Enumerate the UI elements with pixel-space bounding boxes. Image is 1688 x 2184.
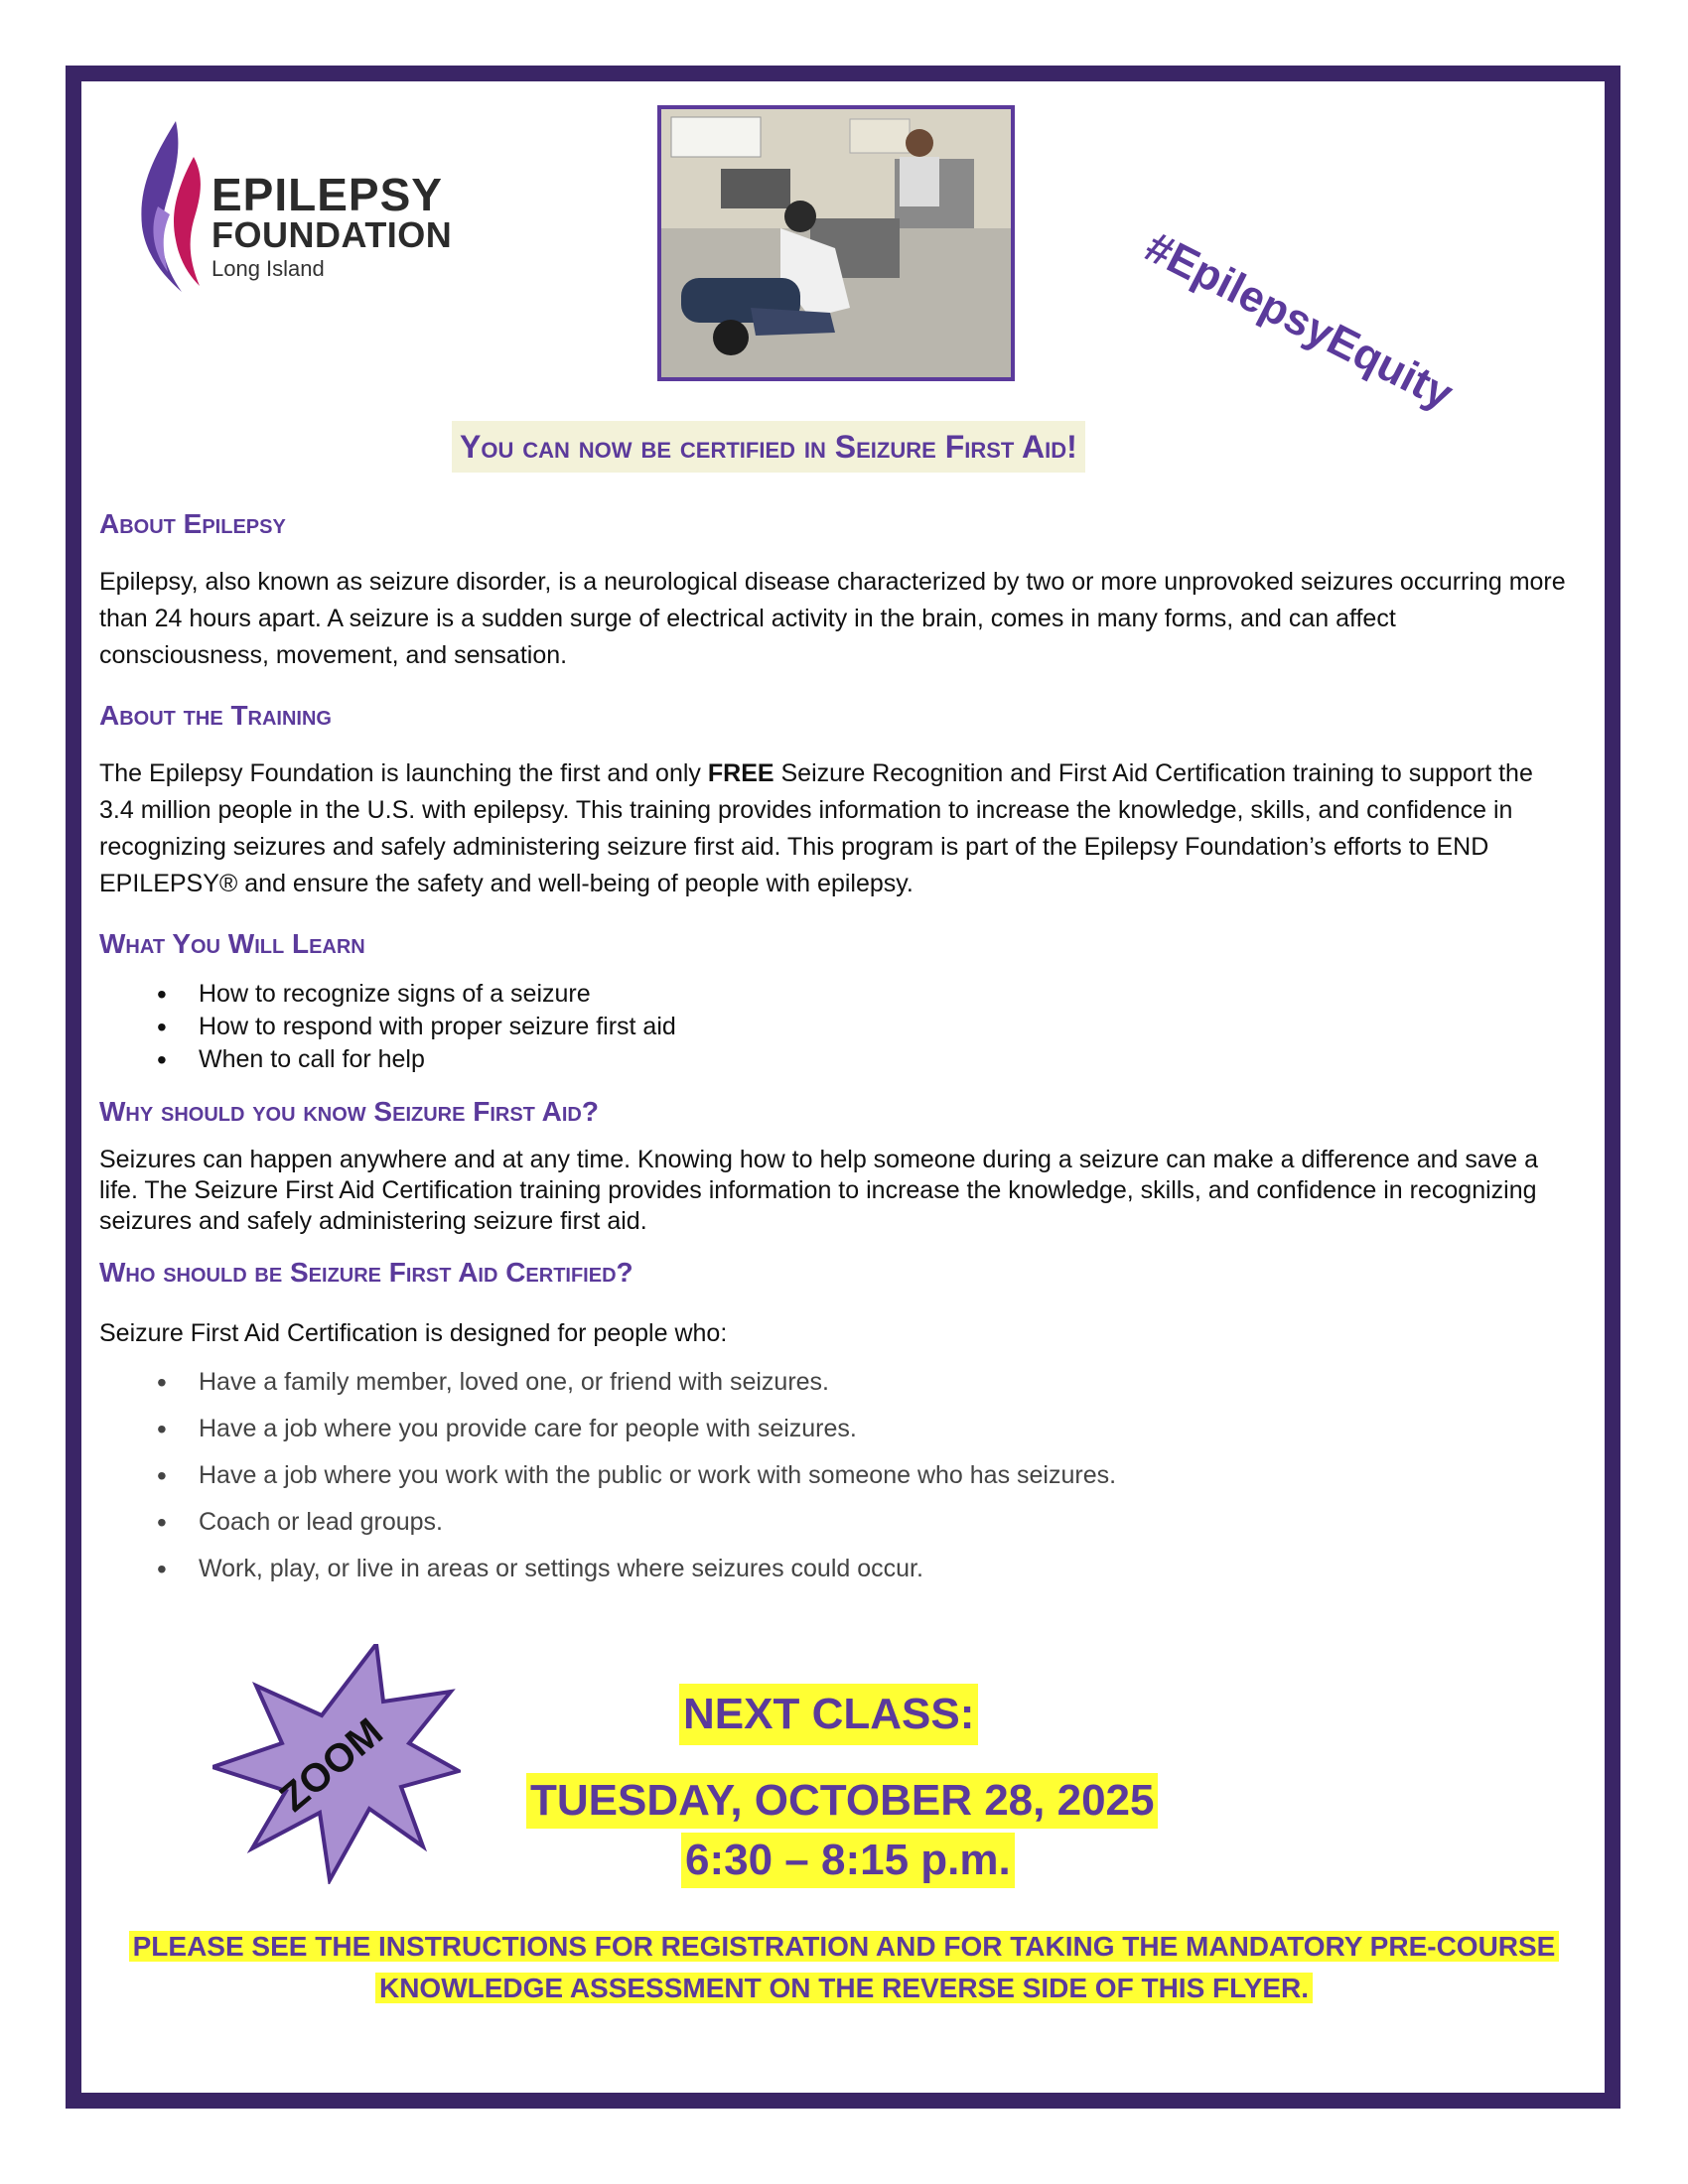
logo-line-1: EPILEPSY xyxy=(211,169,443,220)
foundation-logo xyxy=(124,117,501,296)
notice-line-2-text: KNOWLEDGE ASSESSMENT ON THE REVERSE SIDE OF THIS FLYER. xyxy=(375,1973,1313,2003)
list-item: • How to recognize signs of a seizure xyxy=(199,978,676,1011)
about-epilepsy-text: Epilepsy, also known as seizure disorder, is a neurological disease characterized by two or more unprovoked seizures occurring more than 24 hours apart. A seizure is a sudden surge of electrical activity in the brain, comes in many forms, and can affect consciousness, movement, and sensation. xyxy=(99,568,1566,669)
about-epilepsy-heading: About Epilepsy xyxy=(99,508,286,539)
notice-line-1-text: PLEASE SEE THE INSTRUCTIONS FOR REGISTRATION AND FOR TAKING THE MANDATORY PRE-COURSE xyxy=(129,1931,1560,1962)
classroom-photo-illustration xyxy=(661,109,1011,377)
zoom-starburst-badge xyxy=(212,1644,461,1884)
class-time: 6:30 – 8:15 p.m. xyxy=(681,1833,1015,1888)
logo-line-2: FOUNDATION xyxy=(211,214,453,255)
who-heading: Who should be Seizure First Aid Certified? xyxy=(99,1257,633,1288)
list-item: • How to respond with proper seizure first aid xyxy=(199,1011,676,1043)
training-text-start: The Epilepsy Foundation is launching the first and only xyxy=(99,759,708,787)
logo-line-3: Long Island xyxy=(211,256,325,281)
list-item: • Coach or lead groups. xyxy=(199,1499,1116,1546)
learn-heading: What You Will Learn xyxy=(99,928,365,959)
flame-ribbon-icon xyxy=(124,117,213,296)
list-item: • When to call for help xyxy=(199,1043,676,1076)
zoom-label: ZOOM xyxy=(271,1709,391,1821)
why-text: Seizures can happen anywhere and at any time. Knowing how to help someone during a seizure can make a difference and save a life. The Seizure First Aid Certification training provides information to increase the knowledge, skills, and confidence in recognizing seizures and safely administering seizure first aid. xyxy=(99,1146,1539,1235)
learn-list xyxy=(99,978,676,1076)
training-text-end: Seizure Recognition and First Aid Certification training to support the 3.4 million people in the U.S. with epilepsy. This training provides information to increase the knowledge, skills, and confidence in recognizing seizures and safely administering seizure first aid. This program is part of the Epilepsy Foundation’s efforts to END EPILEPSY® and ensure the safety and well-being of people with epilepsy. xyxy=(99,759,1533,897)
about-training-heading: About the Training xyxy=(99,700,332,731)
who-intro: Seizure First Aid Certification is designed for people who: xyxy=(99,1319,728,1347)
page-headline: You can now be certified in Seizure First Aid! xyxy=(452,421,1085,473)
list-item: • Work, play, or live in areas or settings where seizures could occur. xyxy=(199,1546,1116,1592)
registration-notice-line-1 xyxy=(0,1926,1688,1968)
hashtag-text: #EpilepsyEquity xyxy=(1137,222,1461,419)
free-emphasis: FREE xyxy=(707,759,774,787)
why-heading: Why should you know Seizure First Aid? xyxy=(99,1096,599,1127)
list-item: • Have a job where you work with the public or work with someone who has seizures. xyxy=(199,1452,1116,1499)
training-photo xyxy=(657,105,1015,381)
registration-notice-line-2 xyxy=(0,1968,1688,2009)
about-training-text xyxy=(99,755,1569,902)
next-class-label: NEXT CLASS: xyxy=(679,1684,978,1745)
class-date: TUESDAY, OCTOBER 28, 2025 xyxy=(526,1773,1158,1829)
list-item: • Have a family member, loved one, or friend with seizures. xyxy=(199,1359,1116,1406)
list-item: • Have a job where you provide care for people with seizures. xyxy=(199,1406,1116,1452)
who-list xyxy=(99,1359,1116,1592)
